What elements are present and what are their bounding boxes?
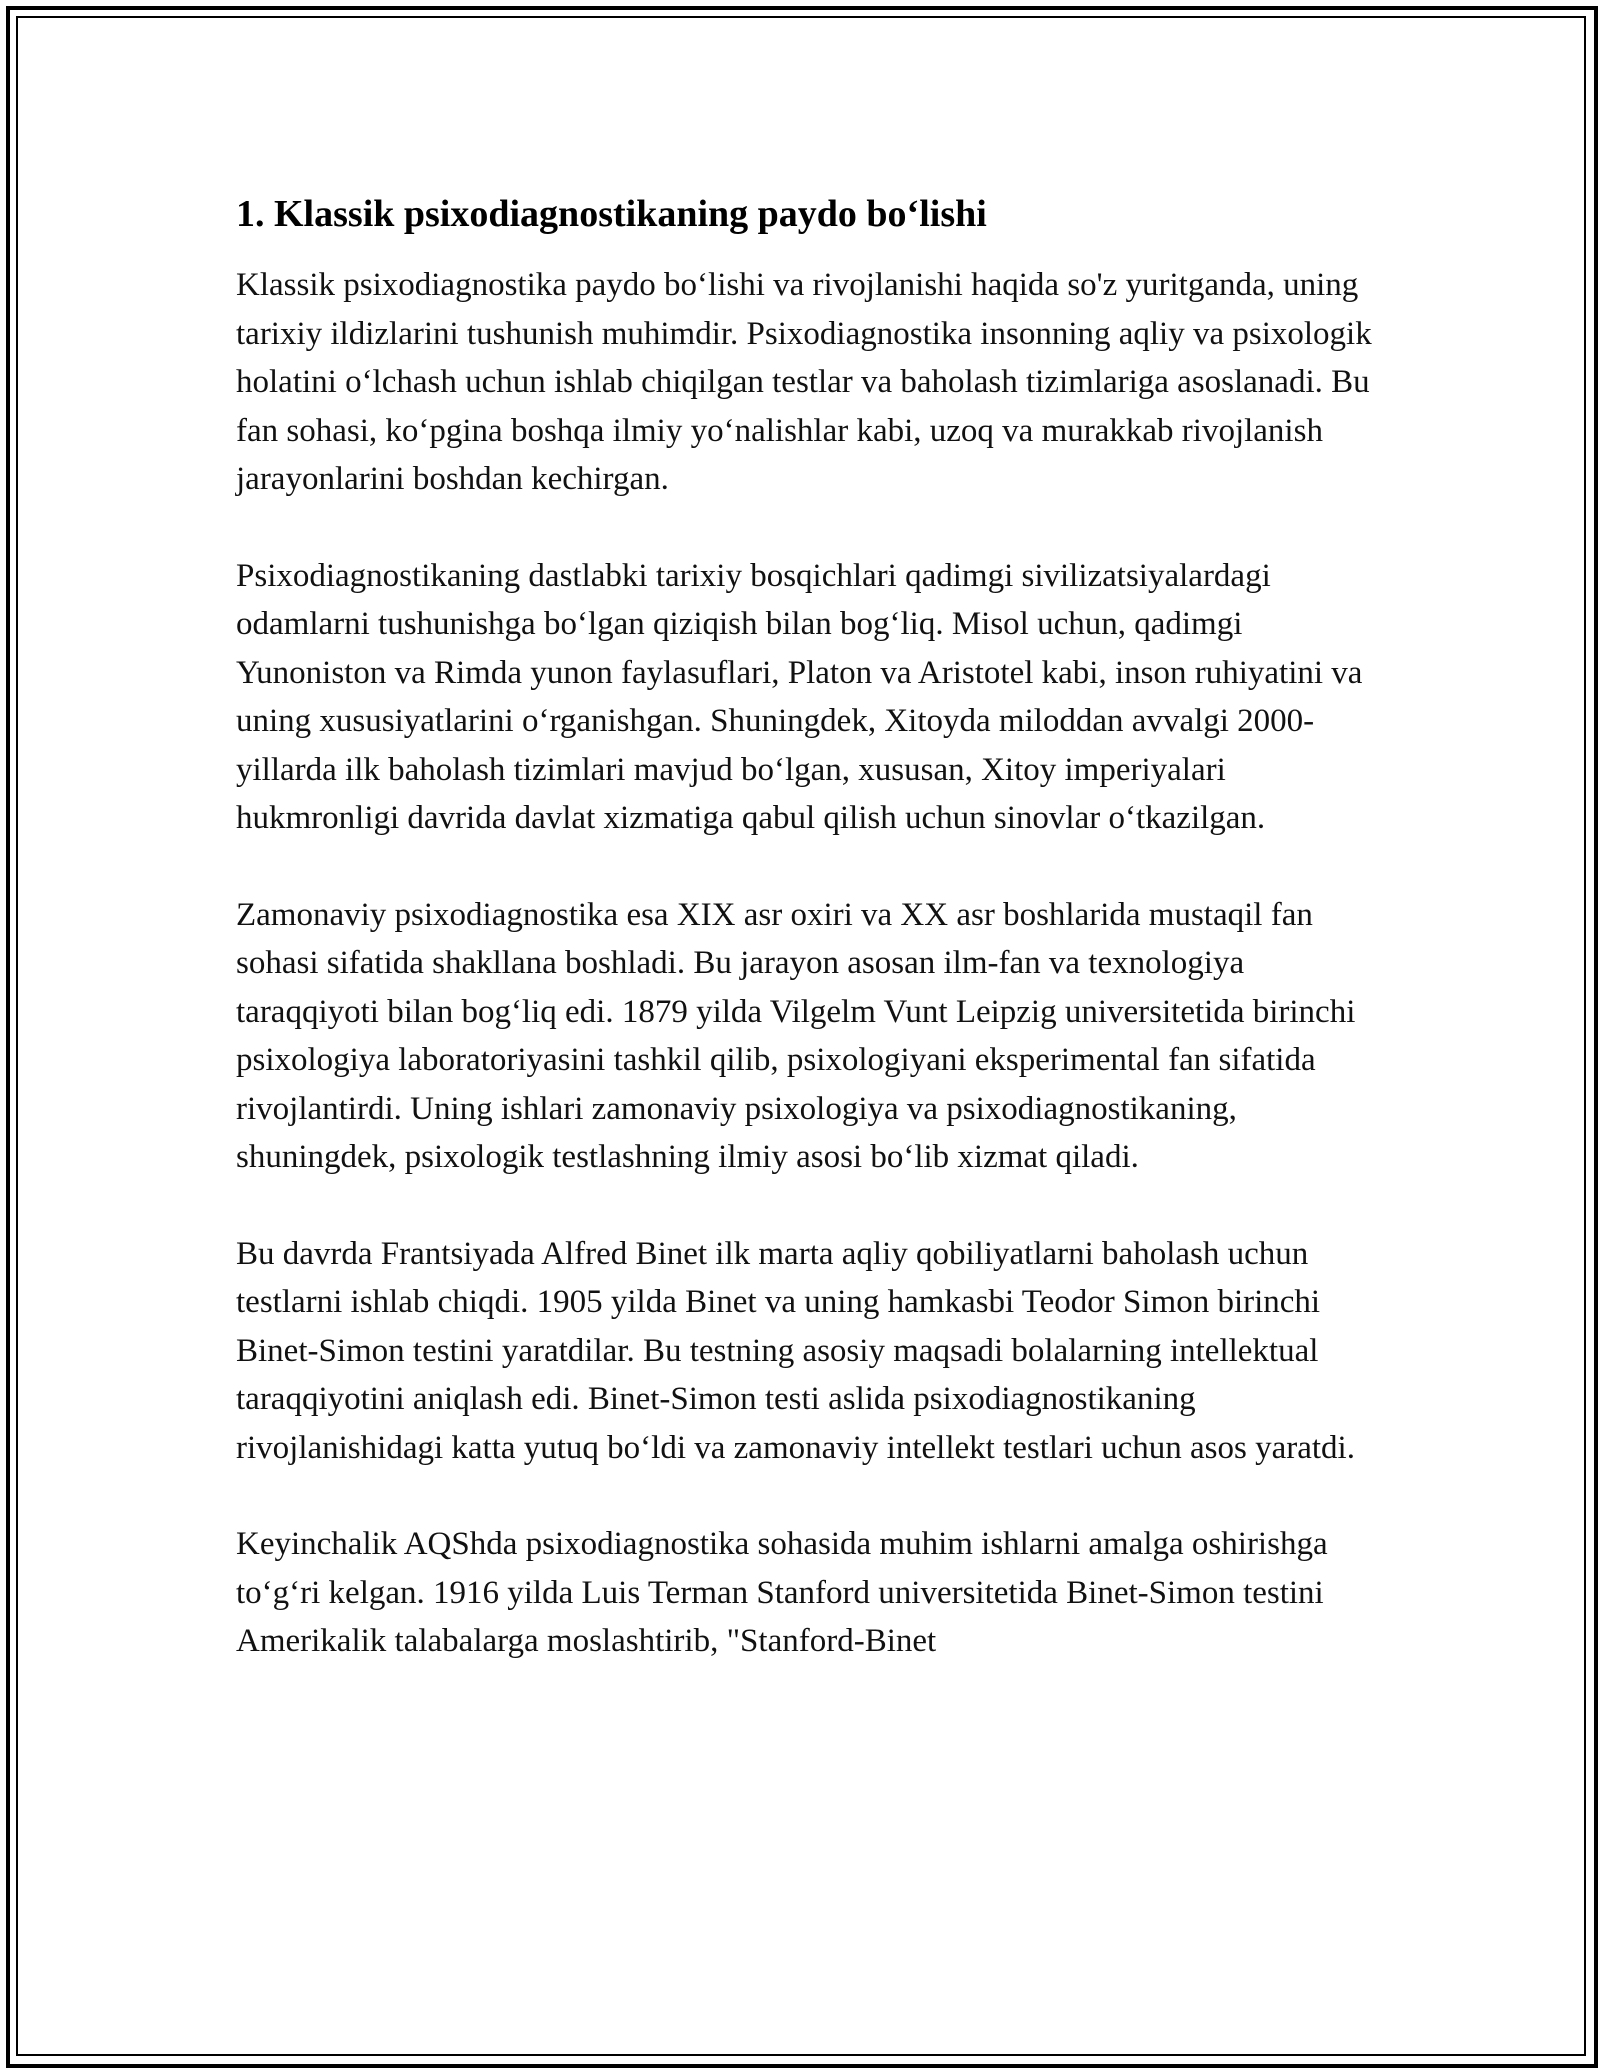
document-content <box>236 180 1376 1714</box>
section-title: 1. Klassik psixodiagnostikaning paydo bo‘lishi <box>236 193 987 235</box>
paragraph-3: Zamonaviy psixodiagnostika esa XIX asr oxiri va XX asr boshlarida mustaqil fan sohasi sifatida shakllana boshladi. Bu jarayon asosan ilm-fan va texnologiya taraqqiyoti bilan bog‘liq edi. 1879 yilda Vilgelm Vunt Leipzig universitetida birinchi psixologiya laboratoriyasini tashkil qilib, psixologiyani eksperimental fan sifatida rivojlantirdi. Uning ishlari zamonaviy psixologiya va psixodiagnostikaning, shuningdek, psixologik testlashning ilmiy asosi bo‘lib xizmat qiladi. <box>236 896 1356 1176</box>
paragraph-2: Psixodiagnostikaning dastlabki tarixiy bosqichlari qadimgi sivilizatsiyalardagi odamlarni tushunishga bo‘lgan qiziqish bilan bog‘liq. Misol uchun, qadimgi Yunoniston va Rimda yunon faylasuflari, Platon va Aristotel kabi, inson ruhiyatini va uning xususiyatlarini o‘rganishgan. Shuningdek, Xitoyda miloddan avvalgi 2000-yillarda ilk baholash tizimlari mavjud bo‘lgan, xususan, Xitoy imperiyalari hukmronligi davrida davlat xizmatiga qabul qilish uchun sinovlar o‘tkazilgan. <box>236 557 1363 837</box>
paragraph-4: Bu davrda Frantsiyada Alfred Binet ilk marta aqliy qobiliyatlarni baholash uchun testlarni ishlab chiqdi. 1905 yilda Binet va uning hamkasbi Teodor Simon birinchi Binet-Simon testini yaratdilar. Bu testning asosiy maqsadi bolalarning intellektual taraqqiyotini aniqlash edi. Binet-Simon testi aslida psixodiagnostikaning rivojlanishidagi katta yutuq bo‘ldi va zamonaviy intellekt testlari uchun asos yaratdi. <box>236 1235 1355 1466</box>
paragraph-1: Klassik psixodiagnostika paydo bo‘lishi va rivojlanishi haqida so'z yuritganda, uning tarixiy ildizlarini tushunish muhimdir. Psixodiagnostika insonning aqliy va psixologik holatini o‘lchash uchun ishlab chiqilgan testlar va baholash tizimlariga asoslanadi. Bu fan sohasi, ko‘pgina boshqa ilmiy yo‘nalishlar kabi, uzoq va murakkab rivojlanish jarayonlarini boshdan kechirgan. <box>236 267 1372 498</box>
paragraph-5: Keyinchalik AQShda psixodiagnostika sohasida muhim ishlarni amalga oshirishga to‘g‘ri kelgan. 1916 yilda Luis Terman Stanford universitetida Binet-Simon testini Amerikalik talabalarga moslashtirib, "Stanford-Binet <box>236 1526 1328 1660</box>
